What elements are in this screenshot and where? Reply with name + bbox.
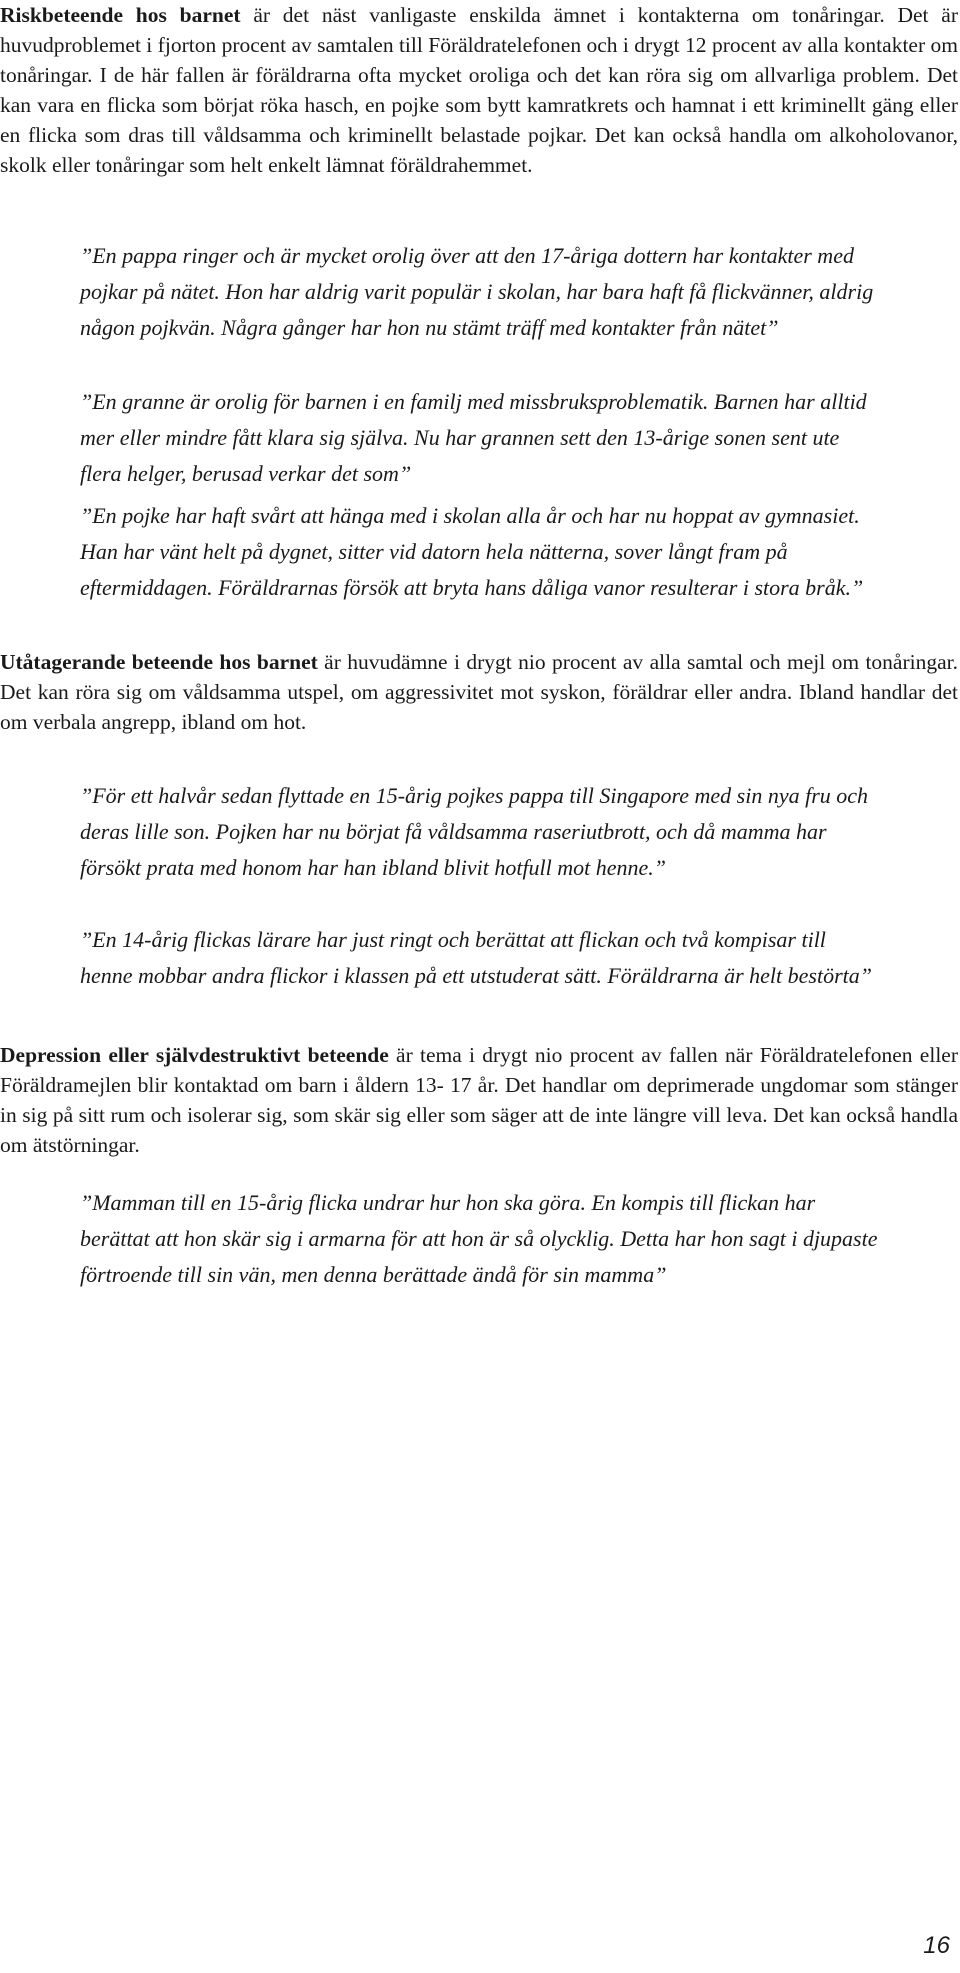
body-depression: är tema i drygt nio procent av fallen när Föräldratelefonen eller Föräldramejlen blir kontaktad om barn i åldern 13- 17 år. Det handlar om deprimerade ungdomar som stänger in sig på sitt rum och isolerar sig, som skär sig eller som säger att de inte längre vill leva. Det kan också handla om ätstörningar. (0, 1043, 958, 1157)
quote-granne: ”En granne är orolig för barnen i en familj med missbruksproblematik. Barnen har alltid mer eller mindre fått klara sig själva. Nu har grannen sett den 13-årige sonen sent ute flera helger, berusad verkar det som” (80, 389, 867, 486)
paragraph-utatagerande (0, 647, 958, 737)
paragraph-depression (0, 1040, 958, 1160)
quote-pojke-skolan: ”En pojke har haft svårt att hänga med i skolan alla år och har nu hoppat av gymnasiet. Han har vänt helt på dygnet, sitter vid datorn hela nätterna, sover långt fram på eftermiddagen. Föräldrarnas försök att bryta hans dåliga vanor resulterar i stora bråk.” (80, 503, 864, 600)
quote-14-arig-flicka: ”En 14-årig flickas lärare har just ringt och berättat att flickan och två kompisar till henne mobbar andra flickor i klassen på ett utstuderat sätt. Föräldrarna är helt bestörta” (80, 927, 872, 988)
heading-riskbeteende: Riskbeteende hos barnet (0, 3, 241, 27)
heading-utatagerande: Utåtagerande beteende hos barnet (0, 650, 318, 674)
body-riskbeteende: är det näst vanligaste enskilda ämnet i kontakterna om tonåringar. Det är huvudproblemet i fjorton procent av samtalen till Föräldratelefonen och i drygt 12 procent av alla kontakter om tonåringar. I de här fallen är föräldrarna ofta mycket oroliga och det kan röra sig om allvarliga problem. Det kan vara en flicka som börjat röka hasch, en pojke som bytt kamratkrets och hamnat i ett kriminellt gäng eller en flicka som dras till våldsamma och kriminellt belastade pojkar. Det kan också handla om alkoholovanor, skolk eller tonåringar som helt enkelt lämnat föräldrahemmet. (0, 3, 958, 177)
paragraph-riskbeteende (0, 0, 958, 180)
body-utatagerande: är huvudämne i drygt nio procent av alla samtal och mejl om tonåringar. Det kan röra sig om våldsamma utspel, om aggressivitet mot syskon, föräldrar eller andra. Ibland handlar det om verbala angrepp, ibland om hot. (0, 650, 958, 734)
quote-pappa: ”En pappa ringer och är mycket orolig över att den 17-åriga dottern har kontakter med pojkar på nätet. Hon har aldrig varit populär i skolan, har bara haft få flickvänner, aldrig någon pojkvän. Några gånger har hon nu stämt träff med kontakter från nätet” (80, 243, 874, 340)
quote-mamman: ”Mamman till en 15-årig flicka undrar hur hon ska göra. En kompis till flickan har berättat att hon skär sig i armarna för att hon är så olycklig. Detta har hon sagt i djupaste förtroende till sin vän, men denna berättade ändå för sin mamma” (80, 1190, 878, 1287)
heading-depression: Depression eller självdestruktivt beteende (0, 1043, 389, 1067)
page-number: 16 (923, 1932, 950, 1959)
quote-singapore: ”För ett halvår sedan flyttade en 15-årig pojkes pappa till Singapore med sin nya fru och deras lille son. Pojken har nu börjat få våldsamma raseriutbrott, och då mamma har försökt prata med honom har han ibland blivit hotfull mot henne.” (80, 783, 869, 880)
